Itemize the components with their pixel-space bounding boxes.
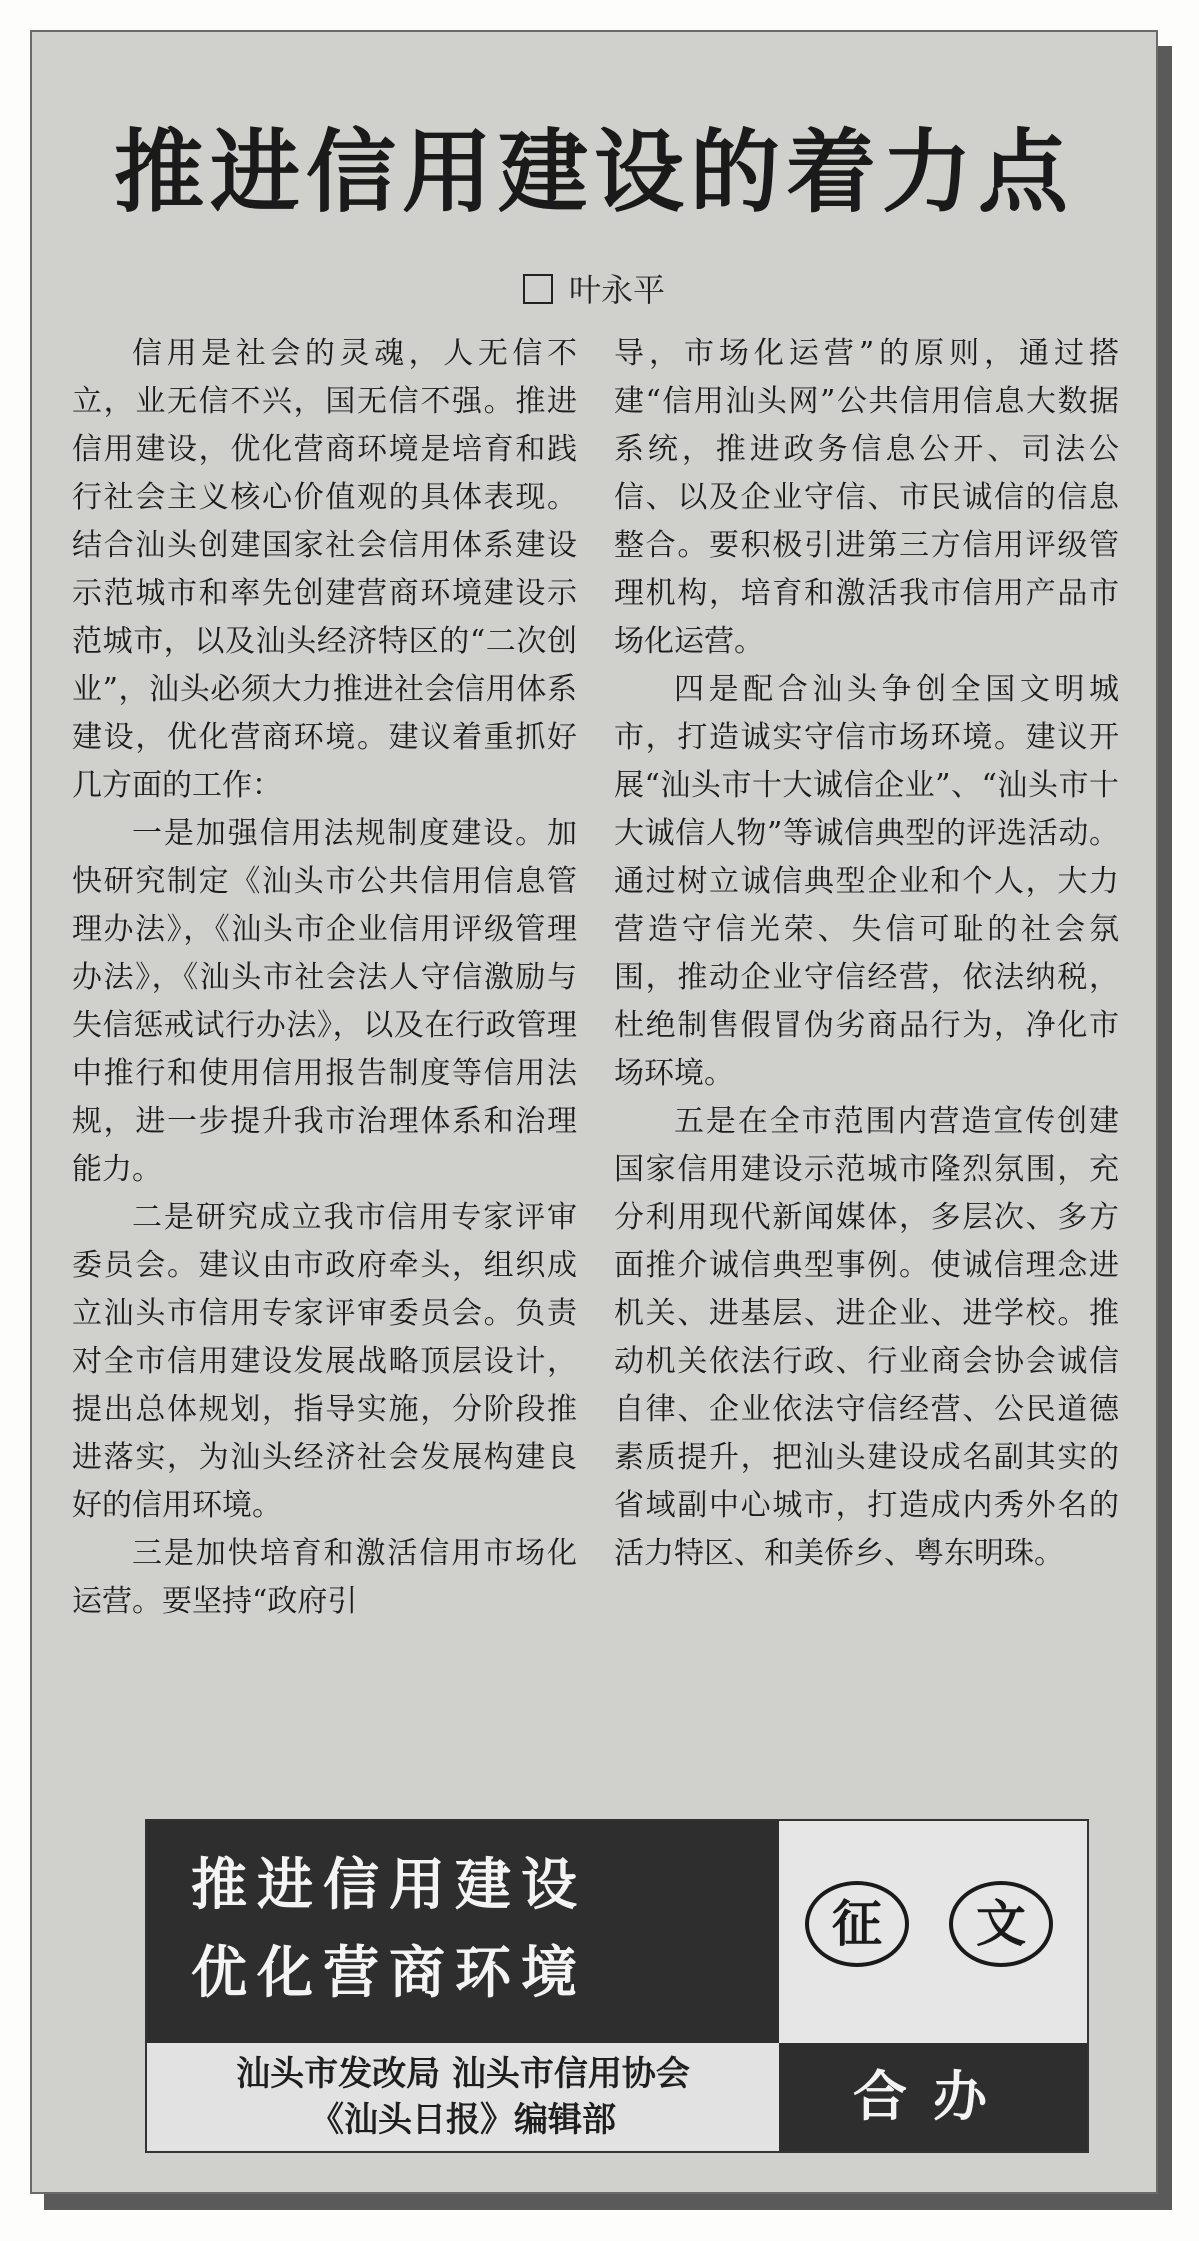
article-headline: 推进信用建设的着力点 (114, 119, 1074, 225)
paragraph-point-1: 一是加强信用法规制度建设。加快研究制定《汕头市公共信用信息管理办法》，《汕头市企业信用评级管理办法》，《汕头市社会法人守信激励与失信惩戒试行办法》，以及在行政管理中推行和使用信用报告制度等信用法规，进一步提升我市治理体系和治理能力。 (72, 816, 577, 1187)
organizers-line-1: 汕头市发改局 汕头市信用协会 (236, 2054, 690, 2094)
paragraph-intro: 信用是社会的灵魂，人无信不立，业无信不兴，国无信不强。推进信用建设，优化营商环境是培育和践行社会主义核心价值观的具体表现。结合汕头创建国家社会信用体系建设示范城市和率先创建营商环境建设示范城市，以及汕头经济特区的“二次创业”，汕头必须大力推进社会信用体系建设，优化营商环境。建议着重抓好几方面的工作： (72, 336, 577, 803)
stamp-char-zheng: 征 (805, 1881, 909, 1967)
article-column-right (614, 330, 1119, 1820)
article-column-left (72, 330, 577, 1820)
byline-box-icon (523, 274, 553, 304)
banner-stamp-area (779, 1821, 1087, 2043)
stamp-char-wen: 文 (949, 1881, 1053, 1967)
paragraph-point-5: 五是在全市范围内营造宣传创建国家信用建设示范城市隆烈氛围，充分利用现代新闻媒体，多层次、多方面推介诚信典型事例。使诚信理念进机关、进基层、进企业、进学校。推动机关依法行政、行业商会协会诚信自律、企业依法守信经营、公民道德素质提升，把汕头建设成名副其实的省域副中心城市，打造成内秀外名的活力特区、和美侨乡、粤东明珠。 (614, 1104, 1119, 1571)
paragraph-point-4: 四是配合汕头争创全国文明城市，打造诚实守信市场环境。建议开展“汕头市十大诚信企业”、“汕头市十大诚信人物”等诚信典型的评选活动。通过树立诚信典型企业和个人，大力营造守信光荣、失信可耻的社会氛围，推动企业守信经营，依法纳税，杜绝制售假冒伪劣商品行为，净化市场环境。 (614, 672, 1119, 1091)
organizers-line-2: 《汕头日报》编辑部 (310, 2100, 616, 2140)
essay-contest-banner (145, 1819, 1089, 2153)
banner-slogan-line-1: 推进信用建设 (191, 1853, 587, 1918)
banner-joint-label: 合办 (779, 2043, 1087, 2151)
newspaper-clipping (30, 30, 1158, 2194)
paragraph-point-2: 二是研究成立我市信用专家评审委员会。建议由市政府牵头，组织成立汕头市信用专家评审委员会。负责对全市信用建设发展战略顶层设计，提出总体规划，指导实施，分阶段推进落实，为汕头经济社会发展构建良好的信用环境。 (72, 1200, 577, 1523)
banner-slogan-line-2: 优化营商环境 (191, 1941, 587, 2006)
paragraph-point-3-continued: 导，市场化运营”的原则，通过搭建“信用汕头网”公共信用信息大数据系统，推进政务信息公开、司法公信、以及企业守信、市民诚信的信息整合。要积极引进第三方信用评级管理机构，培育和激活我市信用产品市场化运营。 (614, 336, 1119, 659)
author-name: 叶永平 (568, 271, 665, 309)
paragraph-point-3: 三是加快培育和激活信用市场化运营。要坚持“政府引 (72, 1536, 577, 1619)
article-byline (32, 268, 1156, 312)
banner-slogan (147, 1821, 779, 2043)
banner-organizers (147, 2043, 779, 2151)
